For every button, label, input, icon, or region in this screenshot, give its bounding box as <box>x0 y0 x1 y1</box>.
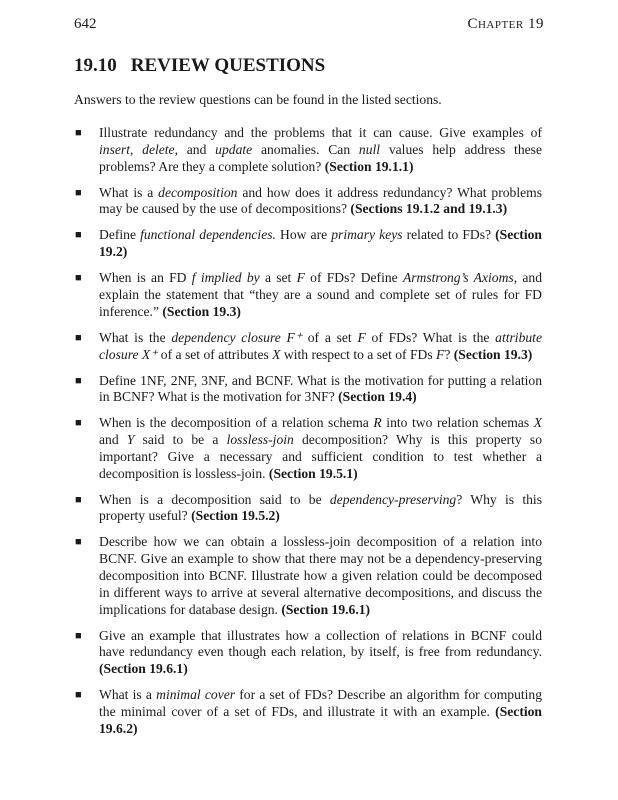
question-text: of FDs? What is the <box>365 329 496 345</box>
question-text: and <box>99 432 127 448</box>
chapter-label: Chapter 19 <box>467 16 544 32</box>
bullet-icon: ■ <box>75 127 82 139</box>
section-reference: (Section 19.1.1) <box>324 158 414 174</box>
question-text: said to be a <box>134 432 227 448</box>
section-reference: (Section 19.3) <box>162 303 241 319</box>
bullet-icon: ■ <box>75 689 82 702</box>
question-text: and how does it address redundancy? What problems may be caused by the use of decompositions? <box>99 184 542 217</box>
question-text: Describe how we can obtain a lossless-join decomposition of a relation into BCNF. Give an example to show that there may not be a dependency-preserving decomposition into BCNF. Illustrate how a given relation could be decomposed in different ways to arrive at several alternative decompositions, and discuss the implications for database design. <box>99 534 542 617</box>
emphasized-term: X⁺ <box>141 346 158 362</box>
emphasized-term: Armstrong’s Axioms <box>402 270 514 286</box>
bullet-icon: ■ <box>75 186 82 199</box>
emphasized-term: F <box>357 329 366 345</box>
review-question <box>74 227 542 261</box>
bullet-icon: ■ <box>75 417 82 430</box>
emphasized-term: dependency-preserving <box>329 491 457 507</box>
question-text: What is a <box>99 687 157 703</box>
question-text: , and explain the statement that “they are a sound and complete set of rules for FD inference.” <box>99 270 542 319</box>
review-question <box>74 330 542 364</box>
question-text: Illustrate redundancy and the problems that it can cause. Give examples of <box>99 125 542 140</box>
emphasized-term: insert <box>99 141 130 157</box>
question-text: When is a decomposition said to be <box>99 491 330 507</box>
bullet-icon: ■ <box>75 629 82 642</box>
review-question <box>74 373 542 407</box>
question-text: into two relation schemas <box>381 415 534 431</box>
section-number: 19.10 <box>74 55 117 76</box>
section-reference: (Section 19.5.2) <box>191 508 280 524</box>
emphasized-term: functional dependencies. <box>140 227 276 243</box>
question-text: Give an example that illustrates how a collection of relations in BCNF could have redundancy even though each relation, by itself, is free from redundancy. <box>99 627 542 660</box>
running-header <box>74 16 544 36</box>
section-reference: (Section 19.6.2) <box>99 703 542 736</box>
question-text: anomalies. Can <box>252 141 359 157</box>
review-question <box>74 125 542 175</box>
section-title: REVIEW QUESTIONS <box>130 55 326 76</box>
bullet-icon: ■ <box>75 272 82 285</box>
emphasized-term: delete <box>142 141 175 157</box>
review-question <box>74 628 542 678</box>
review-question-list <box>74 125 542 747</box>
emphasized-term: attribute closure <box>99 329 542 362</box>
emphasized-term: minimal cover <box>156 687 236 703</box>
emphasized-term: Y <box>126 432 135 448</box>
emphasized-term: implied by <box>200 270 260 286</box>
review-question <box>74 185 542 219</box>
emphasized-term: F⁺ <box>286 329 303 345</box>
bullet-icon: ■ <box>75 229 82 242</box>
section-reference: (Section 19.4) <box>338 389 417 405</box>
bullet-icon: ■ <box>75 493 82 506</box>
emphasized-term: primary keys <box>331 227 403 243</box>
emphasized-term: X <box>533 415 543 431</box>
bullet-icon: ■ <box>75 536 82 549</box>
review-question <box>74 687 542 737</box>
review-question <box>74 492 542 526</box>
question-text: a set <box>259 270 297 286</box>
section-reference: (Section 19.6.1) <box>99 661 188 677</box>
section-reference: (Section 19.5.1) <box>268 465 358 481</box>
question-text: values help address these problems? Are they a complete solution? <box>99 141 542 174</box>
emphasized-term: R <box>373 415 382 431</box>
question-text: What is a <box>99 184 159 200</box>
page-number: 642 <box>74 16 97 32</box>
question-text: of FDs? Define <box>304 270 403 286</box>
section-heading <box>74 55 325 77</box>
question-text: How are <box>275 227 332 243</box>
review-question <box>74 270 542 320</box>
bullet-icon: ■ <box>75 331 82 344</box>
question-text: What is the <box>99 329 172 345</box>
emphasized-term: decomposition <box>158 184 238 200</box>
intro-paragraph: Answers to the review questions can be found in the listed sections. <box>74 92 442 107</box>
question-text: ? <box>444 346 454 362</box>
question-text: Define 1NF, 2NF, 3NF, and BCNF. What is the motivation for putting a relation in BCNF? What is the motivation for 3NF? <box>99 372 542 405</box>
section-reference: (Section 19.2) <box>99 227 542 260</box>
section-reference: (Section 19.3) <box>453 346 533 362</box>
question-text: ? Why is this property useful? <box>99 491 542 524</box>
question-text: with respect to a set of FDs <box>280 346 437 362</box>
section-reference: (Section 19.6.1) <box>281 601 371 617</box>
emphasized-term: lossless-join <box>226 432 294 448</box>
question-text: When is the decomposition of a relation schema <box>99 415 374 431</box>
question-text: When is an FD <box>99 270 192 286</box>
emphasized-term: null <box>358 141 381 157</box>
emphasized-term: dependency closure <box>171 329 281 345</box>
question-text: for a set of FDs? Describe an algorithm for computing the minimal cover of a set of FDs, and illustrate it with an example. <box>99 687 543 719</box>
question-text: , and <box>174 141 216 157</box>
emphasized-term: F <box>436 346 445 362</box>
question-text: , <box>129 141 143 157</box>
question-text: of a set of attributes <box>157 346 273 362</box>
bullet-icon: ■ <box>75 374 82 387</box>
question-text: decomposition? Why is this property so important? Give a necessary and sufficient condition to test whether a decomposition is lossless-join. <box>99 432 542 481</box>
section-reference: (Sections 19.1.2 and 19.1.3) <box>350 201 508 217</box>
question-text: of a set <box>302 329 358 345</box>
question-text: Define <box>99 227 141 243</box>
emphasized-term: X <box>272 346 281 362</box>
review-question <box>74 415 542 482</box>
emphasized-term: update <box>215 141 253 157</box>
question-text: related to FDs? <box>402 227 496 243</box>
emphasized-term: F <box>296 270 305 286</box>
emphasized-term: f <box>191 270 196 286</box>
review-question <box>74 534 542 618</box>
